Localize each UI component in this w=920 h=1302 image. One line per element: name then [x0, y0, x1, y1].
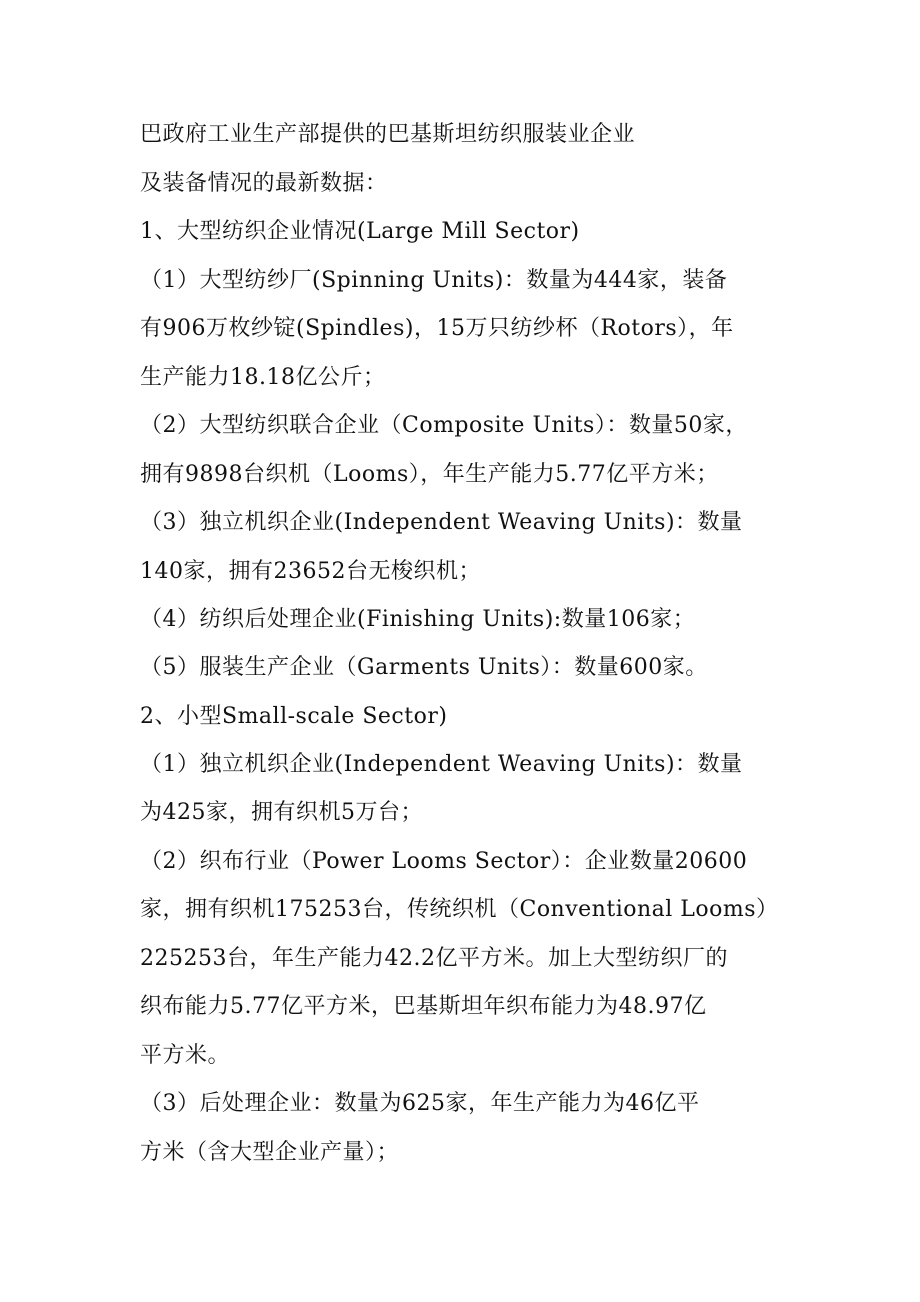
- document-line: 225253台，年生产能力42.2亿平方米。加上大型纺织厂的: [140, 946, 728, 971]
- document-line: 为425家，拥有织机5万台；: [140, 800, 423, 825]
- document-line: （5）服装生产企业（Garments Units）：数量600家。: [140, 655, 708, 680]
- document-line: 家，拥有织机175253台，传统织机（Conventional Looms）: [140, 897, 779, 922]
- document-line: （1）大型纺纱厂(Spinning Units)：数量为444家，装备: [140, 268, 728, 293]
- document-line: 织布能力5.77亿平方米，巴基斯坦年织布能力为48.97亿: [140, 994, 707, 1019]
- document-line: 生产能力18.18亿公斤；: [140, 365, 386, 390]
- document-line: （4）纺织后处理企业(Finishing Units):数量106家；: [140, 607, 696, 632]
- document-line: （2）大型纺织联合企业（Composite Units）：数量50家，: [140, 413, 748, 438]
- document-line: 1、大型纺织企业情况(Large Mill Sector): [140, 219, 580, 244]
- document-line: 及装备情况的最新数据：: [140, 171, 388, 196]
- document-line: 方米（含大型企业产量）；: [140, 1140, 400, 1165]
- document-line: 140家，拥有23652台无梭织机；: [140, 559, 481, 584]
- document-line: 巴政府工业生产部提供的巴基斯坦纺织服装业企业: [140, 122, 636, 147]
- document-line: 2、小型Small-scale Sector): [140, 704, 448, 729]
- document-line: 平方米。: [140, 1043, 231, 1068]
- document-line: （3）后处理企业：数量为625家，年生产能力为46亿平: [140, 1091, 700, 1116]
- document-line: 有906万枚纱锭(Spindles)，15万只纺纱杯（Rotors），年: [140, 316, 734, 341]
- document-line: （1）独立机织企业(Independent Weaving Units)：数量: [140, 752, 743, 777]
- document-line: （3）独立机织企业(Independent Weaving Units)：数量: [140, 510, 743, 535]
- document-line: 拥有9898台织机（Looms），年生产能力5.77亿平方米；: [140, 462, 719, 487]
- document-line: （2）织布行业（Power Looms Sector）：企业数量20600: [140, 849, 748, 874]
